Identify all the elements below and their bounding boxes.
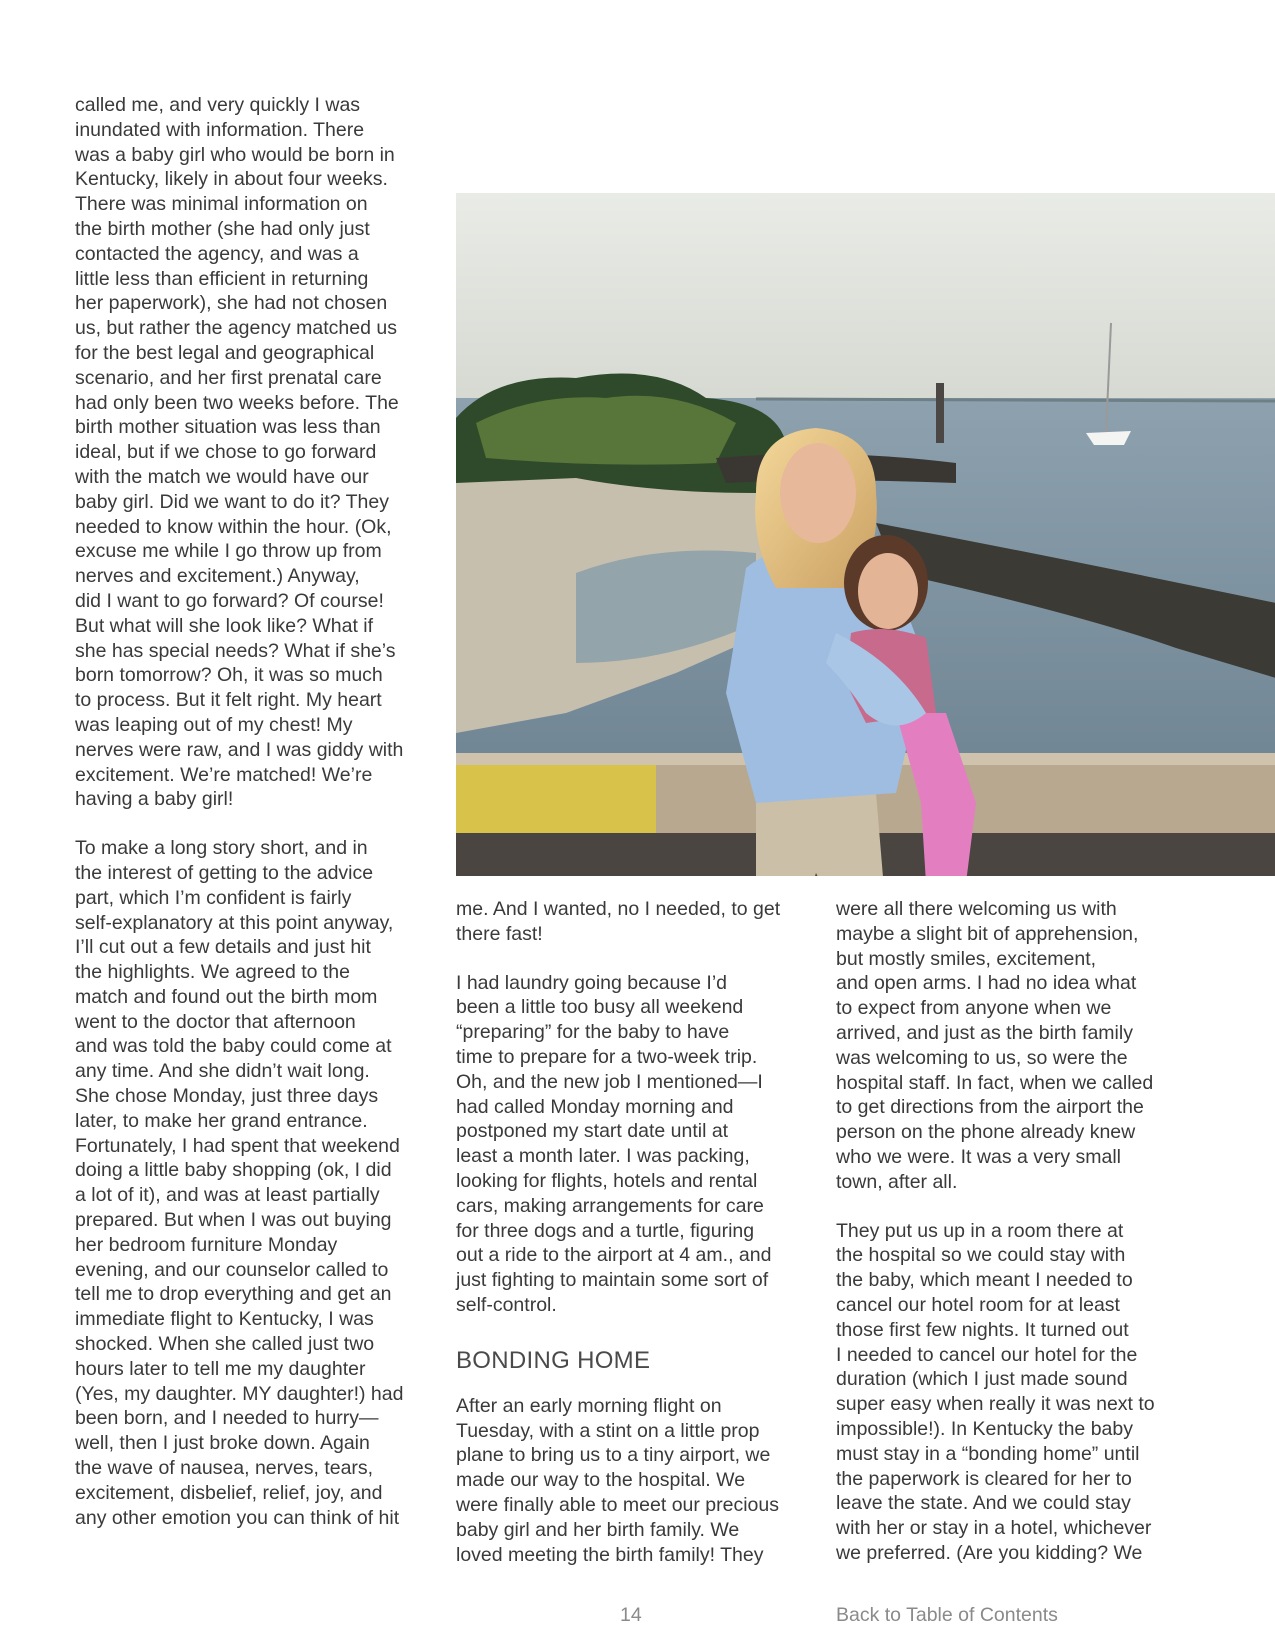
text-column-right xyxy=(836,897,1198,1566)
page-number: 14 xyxy=(620,1604,642,1626)
sky xyxy=(456,193,1275,403)
photo-mother-and-daughter xyxy=(456,193,1275,876)
body-paragraph: were all there welcoming us with maybe a slight bit of apprehension, but mostly smiles, excitement, and open arms. I had no idea what to expect from anyone when we arrived, and just as the birth family was welcoming to us, so were the hospital staff. In fact, when we called to get directions from the airport the person on the phone already knew who we were. It was a very small town, after all. xyxy=(836,898,1154,1193)
body-paragraph: They put us up in a room there at the hospital so we could stay with the baby, which meant I needed to cancel our hotel room for at least those first few nights. It turned out I needed to cancel our hotel for the duration (which I just made sound super easy when really it was next to impossible!). In Kentucky the baby must stay in a “bonding home” until the paperwork is cleared for her to leave the state. And we could stay with her or stay in a hotel, whichever we preferred. (Are you kidding? We xyxy=(836,1219,1155,1564)
body-paragraph: called me, and very quickly I was inundated with information. There was a baby girl who would be born in Kentucky, likely in about four weeks. There was minimal information on the birth mother (she had only just contacted the agency, and was a little less than efficient in returning her paperwork), she had not chosen us, but rather the agency matched us for the best legal and geographical scenario, and her first prenatal care had only been two weeks before. The birth mother situation was less than ideal, but if we chose to go forward with the match we would have our baby girl. Did we want to do it? They needed to know within the hour. (Ok, excuse me while I go throw up from nerves and excitement.) Anyway, did I want to go forward? Of course! But what will she look like? What if she has special needs? What if she’s born tomorrow? Oh, it was so much to process. But it felt right. My heart was leaping out of my chest! My nerves were raw, and I was giddy with excitement. We’re matched! We’re having a baby girl! xyxy=(75,94,404,811)
woman-face xyxy=(780,443,856,543)
piling xyxy=(936,383,944,443)
text-column-left xyxy=(75,93,443,1530)
woman-pants xyxy=(756,793,886,876)
body-paragraph: To make a long story short, and in the interest of getting to the advice part, which I’m confident is fairly self-explanatory at this point anyway, I’ll cut out a few details and just hit the highlights. We agreed to the match and found out the birth mom went to the doctor that afternoon and was told the baby could come at any time. And she didn’t wait long. She chose Monday, just three days later, to make her grand entrance. Fortunately, I had spent that weekend doing a little baby shopping (ok, I did a lot of it), and was at least partially prepared. But when I was out buying her bedroom furniture Monday evening, and our counselor called to tell me to drop everything and get an immediate flight to Kentucky, I was shocked. When she called just two hours later to tell me my daughter (Yes, my daughter. MY daughter!) had been born, and I needed to hurry— well, then I just broke down. Again the wave of nausea, nerves, tears, excitement, disbelief, relief, joy, and any other emotion you can think of hit xyxy=(75,837,404,1529)
back-to-contents-link[interactable]: Back to Table of Contents xyxy=(836,1604,1058,1626)
body-paragraph: me. And I wanted, no I needed, to get there fast! xyxy=(456,898,781,945)
body-paragraph: I had laundry going because I’d been a little too busy all weekend “preparing” for the baby to have time to prepare for a two-week trip. Oh, and the new job I mentioned—I had called Monday morning and postponed my start date until at least a month later. I was packing, looking for flights, hotels and rental cars, making arrangements for care for three dogs and a turtle, figuring out a ride to the airport at 4 am., and just fighting to maintain some sort of self-control. xyxy=(456,971,772,1316)
girl-face xyxy=(858,553,918,629)
text-column-middle xyxy=(456,897,822,1567)
section-heading: BONDING HOME xyxy=(456,1346,651,1374)
body-paragraph: After an early morning flight on Tuesday, with a stint on a little prop plane to bring us to a tiny airport, we made our way to the hospital. We were finally able to meet our precious baby girl and her birth family. We loved meeting the birth family! They xyxy=(456,1394,779,1566)
sailboat xyxy=(1086,431,1131,445)
